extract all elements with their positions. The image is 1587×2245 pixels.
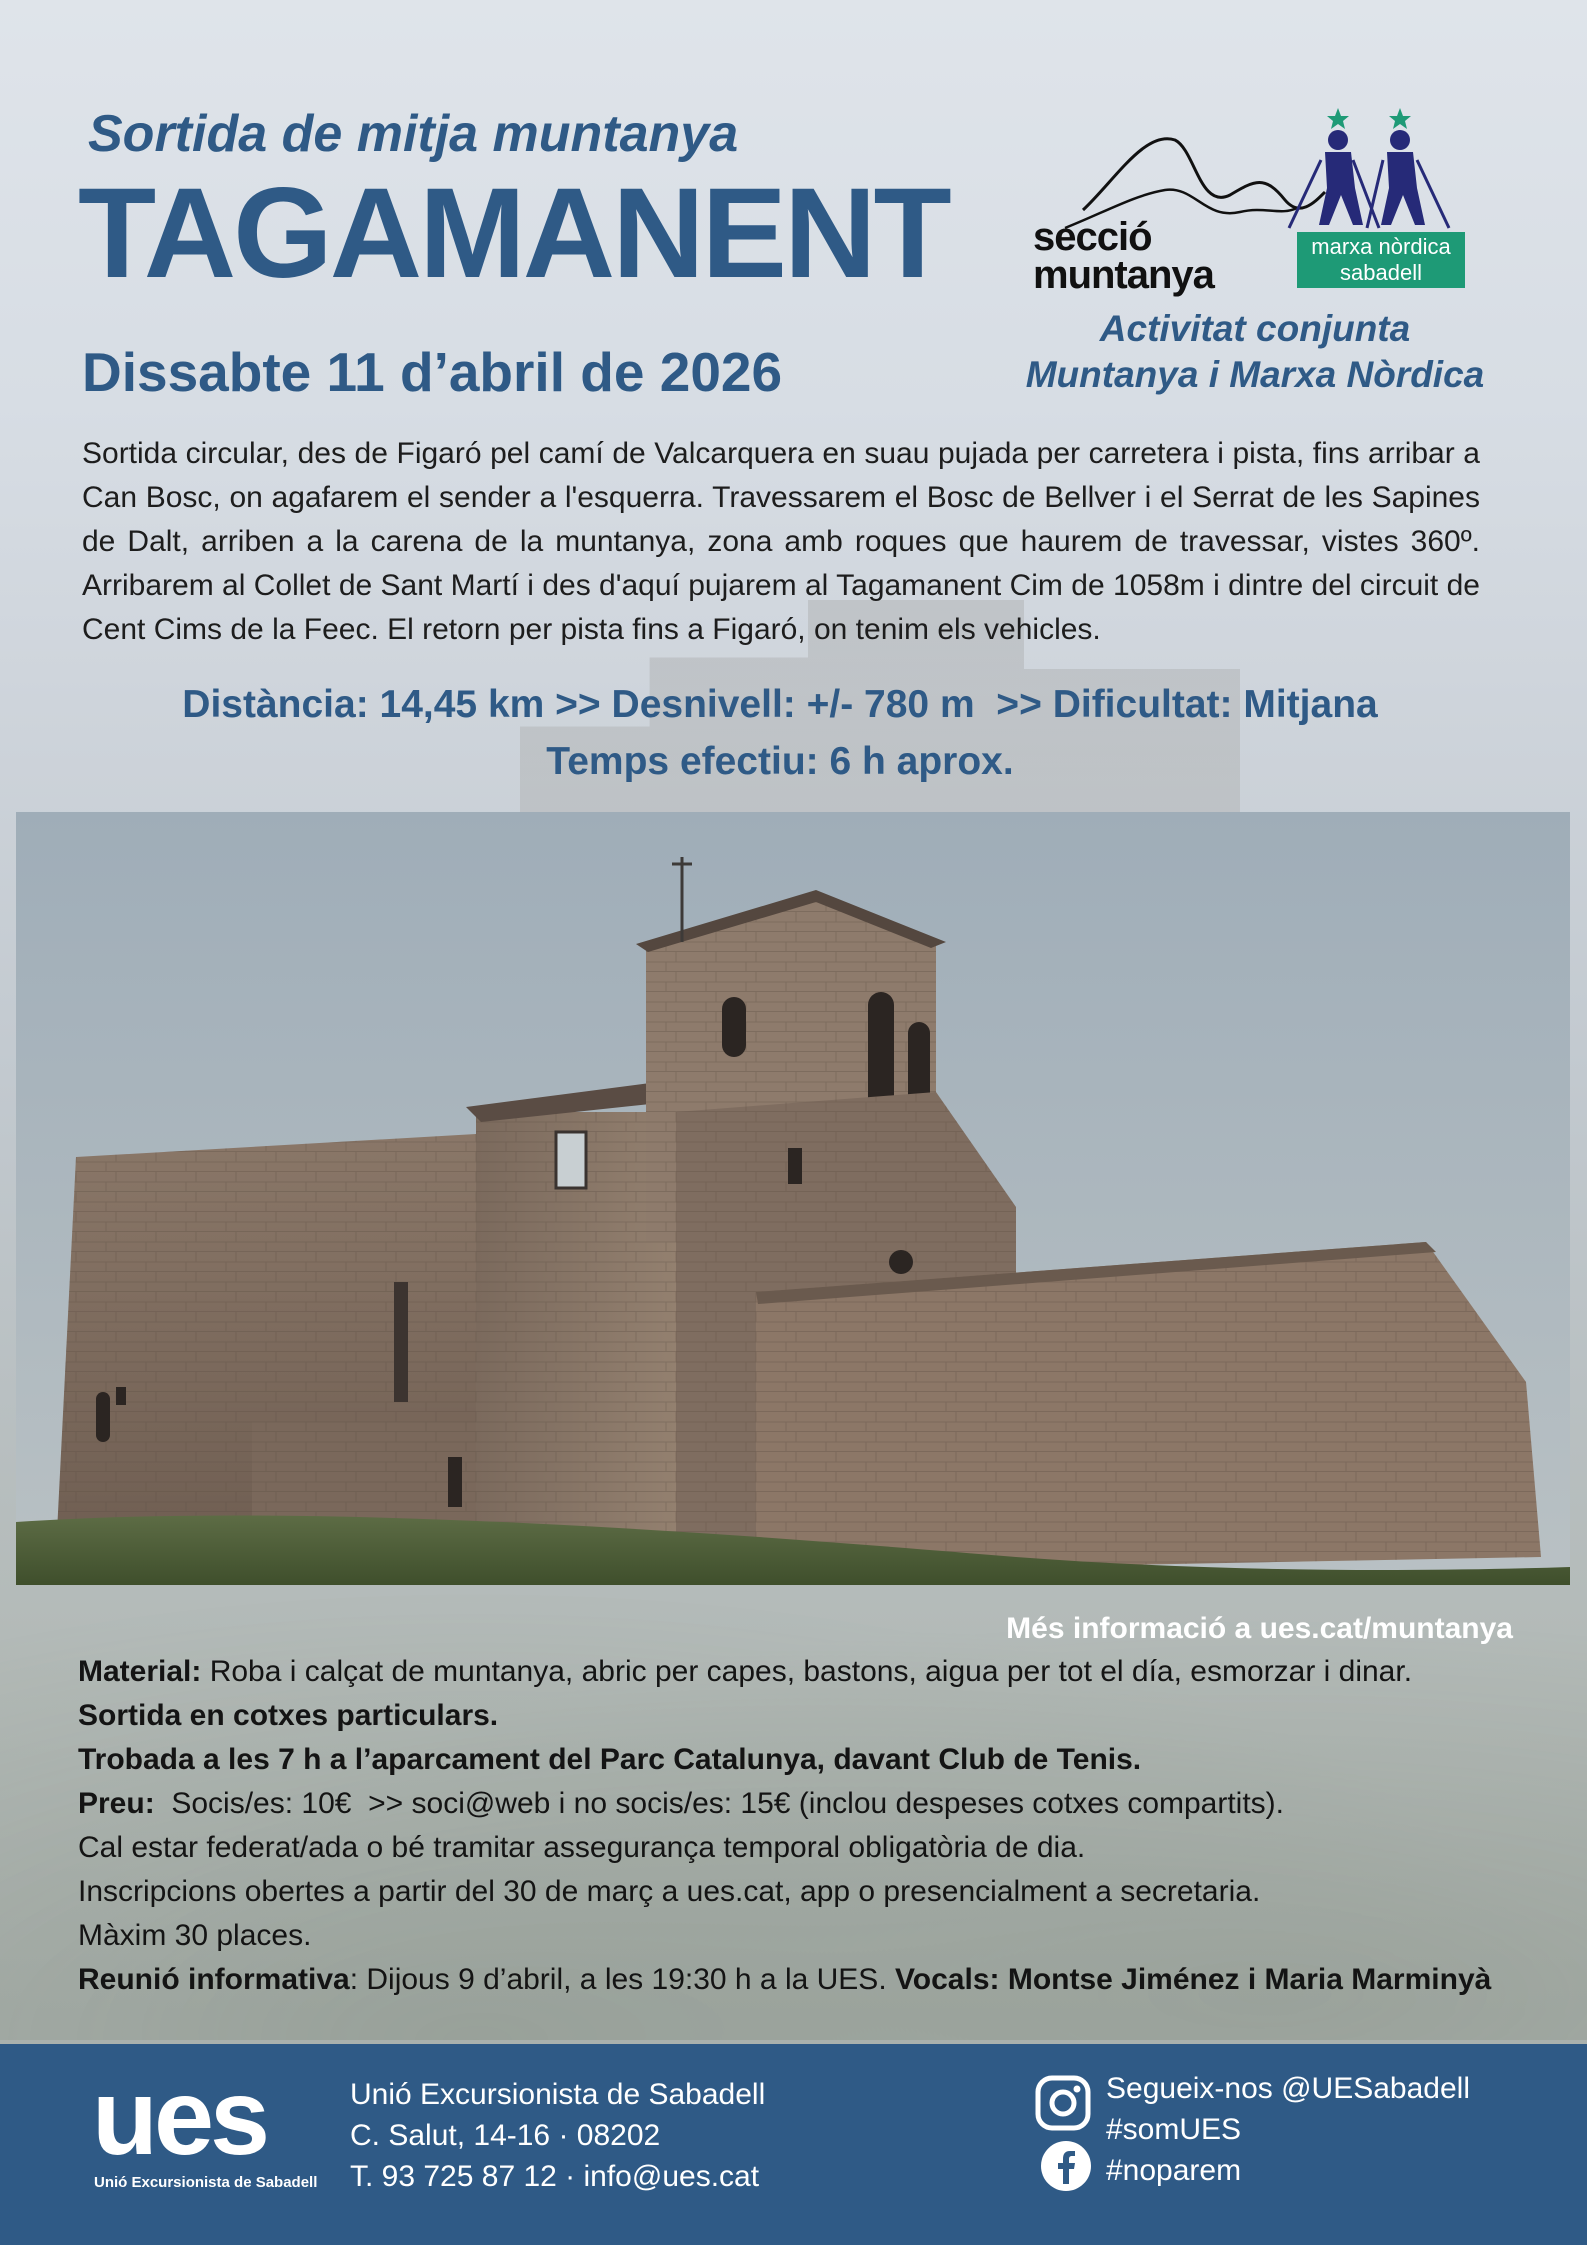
preu-text: Socis/es: 10€ >> soci@web i no socis/es: 15€ (inclou despeses cotxes compartits). (154, 1787, 1285, 1820)
joint-activity-note (1000, 306, 1510, 398)
ues-logo-subtitle: Unió Excursionista de Sabadell (94, 2174, 318, 2191)
footer-address (350, 2074, 765, 2197)
material-label: Material: (78, 1655, 202, 1688)
church-illustration (16, 812, 1570, 1585)
seccio-muntanya-logo (1033, 215, 1214, 297)
footer-street: C. Salut, 14-16 · 08202 (350, 2119, 661, 2152)
seccio-logo-line2: muntanya (1033, 253, 1214, 297)
info-trobada (78, 1738, 1538, 1782)
marxa-nordica-logo (1297, 232, 1465, 288)
footer-contact[interactable]: T. 93 725 87 12 · info@ues.cat (350, 2160, 760, 2193)
footer-org: Unió Excursionista de Sabadell (350, 2078, 766, 2111)
marxa-logo-line2: sabadell (1340, 260, 1422, 285)
route-description: Sortida circular, des de Figaró pel camí de Valcarquera en suau pujada per carretera i pista, fins arribar a Can Bosc, on agafarem el sender a l'esquerra. Travessarem el Bosc de Bellver i el Serrat de les Sapines de Dalt, arriben a la carena de la muntanya, zona amb roques que haurem de travessar, vistes 360º. Arribarem al Collet de Sant Martí i des d'aquí pujarem al Tagamanent Cim de 1058m i dintre del circuit de Cent Cims de la Feec. El retorn per pista fins a Figaró, on tenim els vehicles. (82, 437, 1480, 646)
hashtag-noparem: #noparem (1106, 2154, 1242, 2187)
facebook-icon[interactable] (1040, 2140, 1092, 2192)
info-material (78, 1650, 1538, 1694)
more-info-link[interactable]: Més informació a ues.cat/muntanya (1006, 1612, 1513, 1645)
reunio-label: Reunió informativa (78, 1963, 350, 1996)
info-inscripcions: Inscripcions obertes a partir del 30 de març a ues.cat, app o presencialment a secretaria. (78, 1875, 1261, 1908)
stats-distance-line: Distància: 14,45 km >> Desnivell: +/- 780 m >> Dificultat: Mitjana (182, 683, 1378, 726)
nordic-walkers-icon (1283, 100, 1483, 240)
ues-logo (92, 2076, 332, 2166)
hashtag-somues: #somUES (1106, 2113, 1242, 2146)
activitat-line2: Muntanya i Marxa Nòrdica (1025, 354, 1485, 395)
material-text: Roba i calçat de muntanya, abric per capes, bastons, aigua per tot el día, esmorzar i dinar. (201, 1655, 1413, 1688)
footer-social (1106, 2068, 1470, 2191)
activitat-line1: Activitat conjunta (1099, 308, 1411, 349)
event-date: Dissabte 11 d’abril de 2026 (82, 341, 783, 403)
info-maxim: Màxim 30 places. (78, 1919, 312, 1952)
stats-time-line: Temps efectiu: 6 h aprox. (546, 740, 1014, 783)
info-cotxes (78, 1694, 1538, 1738)
trobada-text: Trobada a les 7 h a l’aparcament del Parc Catalunya, davant Club de Tenis. (78, 1743, 1142, 1776)
seccio-logo-line1: secció (1033, 215, 1152, 259)
info-reunio (78, 1958, 1538, 2002)
route-stats (0, 676, 1560, 790)
event-subtitle: Sortida de mitja muntanya (88, 105, 739, 163)
footer (0, 2044, 1587, 2245)
ues-logo-text: ues (92, 2076, 267, 2166)
info-preu (78, 1782, 1538, 1826)
vocals-text: Vocals: Montse Jiménez i Maria Marminyà (895, 1963, 1492, 1996)
club-logos (1025, 100, 1505, 297)
reunio-text: : Dijous 9 d’abril, a les 19:30 h a la UES. (349, 1963, 895, 1996)
preu-label: Preu: (78, 1787, 155, 1820)
church-photo (16, 812, 1570, 1585)
instagram-icon[interactable] (1034, 2074, 1092, 2132)
social-handle[interactable]: Segueix-nos @UESabadell (1106, 2072, 1470, 2105)
cotxes-text: Sortida en cotxes particulars. (78, 1699, 499, 1732)
info-federat: Cal estar federat/ada o bé tramitar assegurança temporal obligatòria de dia. (78, 1831, 1086, 1864)
marxa-logo-line1: marxa nòrdica (1311, 234, 1451, 259)
practical-info (78, 1650, 1538, 2002)
event-title: TAGAMANENT (78, 162, 949, 305)
